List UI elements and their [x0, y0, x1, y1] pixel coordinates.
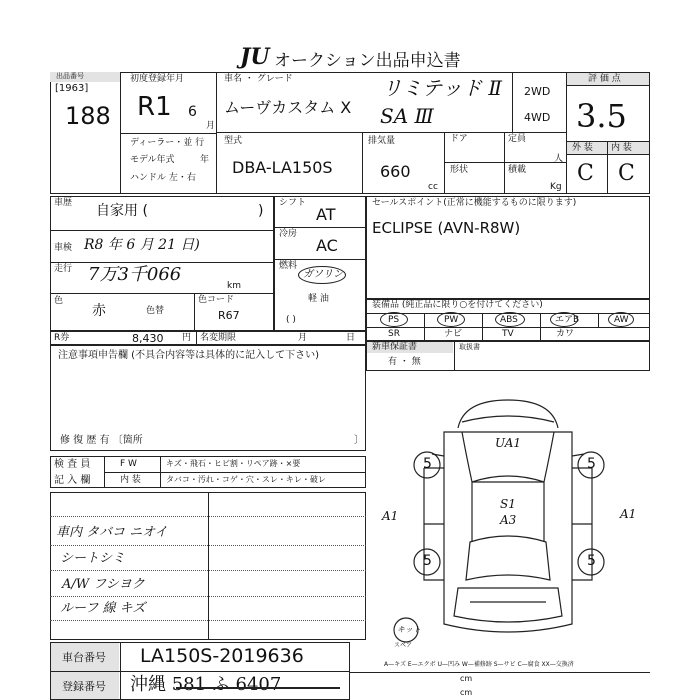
equipment-ps: PS — [388, 315, 400, 325]
remark-3: A/W フシヨク — [62, 577, 145, 592]
exterior-label: 外 装 — [572, 143, 593, 153]
type-label: 型式 — [224, 136, 243, 146]
grade-interior: C — [618, 161, 635, 186]
diagram-mark-center2: A3 — [500, 513, 517, 527]
legend-cm-2: cm — [460, 688, 473, 697]
model-year-label: モデル年式 — [130, 155, 175, 165]
dealer-label: ディーラー・並 行 — [130, 138, 205, 148]
selling-points-frame — [366, 196, 650, 299]
engine-cc-unit: cc — [428, 182, 438, 192]
drive-4wd: 4WD — [524, 111, 551, 124]
registration-month: 6 — [188, 104, 197, 120]
equipment-airbag: エアB — [555, 315, 580, 325]
inspector-interior-options: タバコ・汚れ・コゲ・穴・スレ・キレ・破レ — [166, 475, 326, 484]
mileage-value: 7万3千066 — [88, 264, 182, 285]
shape-label: 形状 — [450, 165, 469, 175]
registration-era: R1 — [137, 92, 172, 122]
chassis-label: 車台番号 — [62, 651, 106, 664]
equipment-tv: TV — [502, 329, 514, 339]
engine-label: 排気量 — [368, 136, 396, 146]
remark-4: ルーフ 線 キズ — [60, 601, 146, 616]
entry-label: 記 入 欄 — [54, 475, 91, 486]
drive-2wd: 2WD — [524, 85, 551, 98]
capacity-label: 定員 — [508, 134, 527, 144]
diagram-mark-right: A1 — [620, 507, 637, 521]
model-grade-line2: SA Ⅲ — [380, 104, 434, 128]
tire-mark-rl: 5 — [423, 553, 432, 569]
fuel-value: ガソリン — [303, 269, 343, 280]
pw-circle — [437, 312, 465, 327]
name-change-day: 日 — [346, 333, 356, 343]
model-name: ムーヴカスタム X — [224, 98, 352, 117]
lot-number: 188 — [65, 102, 111, 130]
header-logo: JU — [240, 44, 270, 70]
ac-label: 冷房 — [279, 229, 298, 239]
inspector-label: 検 査 員 — [54, 459, 91, 470]
spare-mark: キット — [397, 625, 421, 634]
equipment-pw: PW — [444, 315, 459, 325]
diagram-mark-center1: S1 — [500, 497, 516, 511]
door-label: ドア — [450, 134, 468, 144]
diagram-mark-top: UA1 — [495, 436, 522, 450]
name-change-month: 月 — [298, 333, 308, 343]
tire-mark-rr: 5 — [587, 553, 596, 569]
warranty-value: 有 ・ 無 — [388, 357, 421, 367]
recycle-amount: 8,430 — [132, 332, 164, 345]
airbag-circle — [550, 312, 578, 327]
selling-points-value: ECLIPSE (AVN-R8W) — [372, 219, 521, 237]
fuel-paren: ( ) — [286, 315, 296, 325]
selling-points-label: セールスポイント(正常に機能するものに限ります) — [372, 198, 577, 208]
model-year-unit: 年 — [200, 155, 210, 165]
interior-label: 内 装 — [611, 143, 632, 153]
equipment-label: 装備品 (純正品に限り○を付けてください) — [372, 300, 543, 310]
shift-value: AT — [316, 205, 336, 224]
ps-circle — [380, 312, 408, 327]
color-code-value: R67 — [218, 309, 240, 322]
aw-circle — [608, 312, 634, 327]
grade-exterior: C — [577, 161, 594, 186]
remark-2: シートシミ — [60, 551, 126, 566]
abs-circle — [495, 312, 525, 327]
fuel-label: 燃料 — [279, 261, 298, 271]
inspector-fw: F W — [120, 459, 137, 469]
grade-label: 評 価 点 — [588, 74, 621, 84]
load-unit: Kg — [550, 182, 562, 192]
capacity-unit: 人 — [554, 154, 564, 164]
registration-month-unit: 月 — [206, 121, 216, 131]
inspection-label: 車検 — [54, 243, 73, 253]
tire-mark-fl: 5 — [423, 456, 432, 472]
model-type: DBA-LA150S — [232, 158, 333, 177]
legend-cm-1: cm — [460, 674, 473, 683]
engine-cc: 660 — [380, 162, 411, 181]
model-grade-line1: リミテッド Ⅱ — [382, 76, 502, 100]
equipment-navi: ナビ — [444, 329, 463, 339]
manual-label: 取扱書 — [459, 343, 480, 351]
color-code-label: 色コード — [198, 295, 235, 305]
load-label: 積載 — [508, 165, 527, 175]
chassis-number: LA150S-2019636 — [140, 645, 304, 667]
repair-label: 修 復 歴 有 〔箇所 — [60, 435, 143, 446]
name-change-label: 名変期限 — [200, 333, 237, 343]
ac-value: AC — [316, 236, 338, 255]
tire-mark-fr: 5 — [587, 456, 596, 472]
registration-label: 初度登録年月 — [130, 74, 185, 84]
plate-label: 登録番号 — [62, 680, 106, 693]
document-title: オークション出品申込書 — [274, 51, 461, 71]
diagram-mark-left: A1 — [382, 509, 399, 523]
equipment-leather: カワ — [556, 329, 575, 339]
lot-code-small: [1963] — [55, 83, 89, 94]
history-value: 自家用 ( — [96, 203, 148, 219]
inspection-value: R8 年 6 月 21 日) — [84, 237, 200, 253]
color-label: 色 — [54, 296, 64, 306]
mileage-unit: km — [227, 281, 241, 291]
color-value: 赤 — [92, 303, 106, 319]
history-close: ) — [258, 203, 264, 219]
repair-close: 〕 — [354, 435, 364, 446]
recycle-label: R券 — [54, 333, 70, 343]
mileage-label: 走行 — [54, 264, 73, 274]
lot-code-label: 出品番号 — [56, 72, 84, 80]
warranty-label: 新車保証書 — [372, 342, 418, 352]
remark-1: 車内 タバコ ニオイ — [56, 525, 168, 540]
shift-label: シフト — [279, 198, 307, 208]
damage-legend: A—キズ E—エクボ U—凹み W—補修跡 S—サビ C—腐食 XX—交換済 — [384, 661, 574, 668]
recycle-unit: 円 — [182, 333, 192, 343]
plate-number: 沖縄 581 ふ 6407 — [130, 674, 282, 695]
equipment-abs: ABS — [500, 315, 518, 325]
handle-label: ハンドル 左・右 — [130, 173, 196, 183]
inspector-interior: 内 装 — [120, 475, 141, 485]
notes-label: 注意事項申告欄 (不具合内容等は具体的に記入して下さい) — [58, 350, 319, 361]
model-label: 車名 ・ グレード — [224, 74, 293, 84]
color-change-label: 色替 — [146, 306, 165, 316]
grade-score: 3.5 — [576, 97, 627, 135]
inspector-fw-options: キズ・飛石・ヒビ割・リペア跡・×要 — [166, 459, 301, 468]
history-label: 車歴 — [54, 198, 73, 208]
fuel-option: 軽 油 — [308, 294, 329, 304]
spare-label: スペア — [394, 642, 413, 649]
equipment-aw: AW — [614, 315, 629, 325]
equipment-sr: SR — [388, 329, 400, 339]
